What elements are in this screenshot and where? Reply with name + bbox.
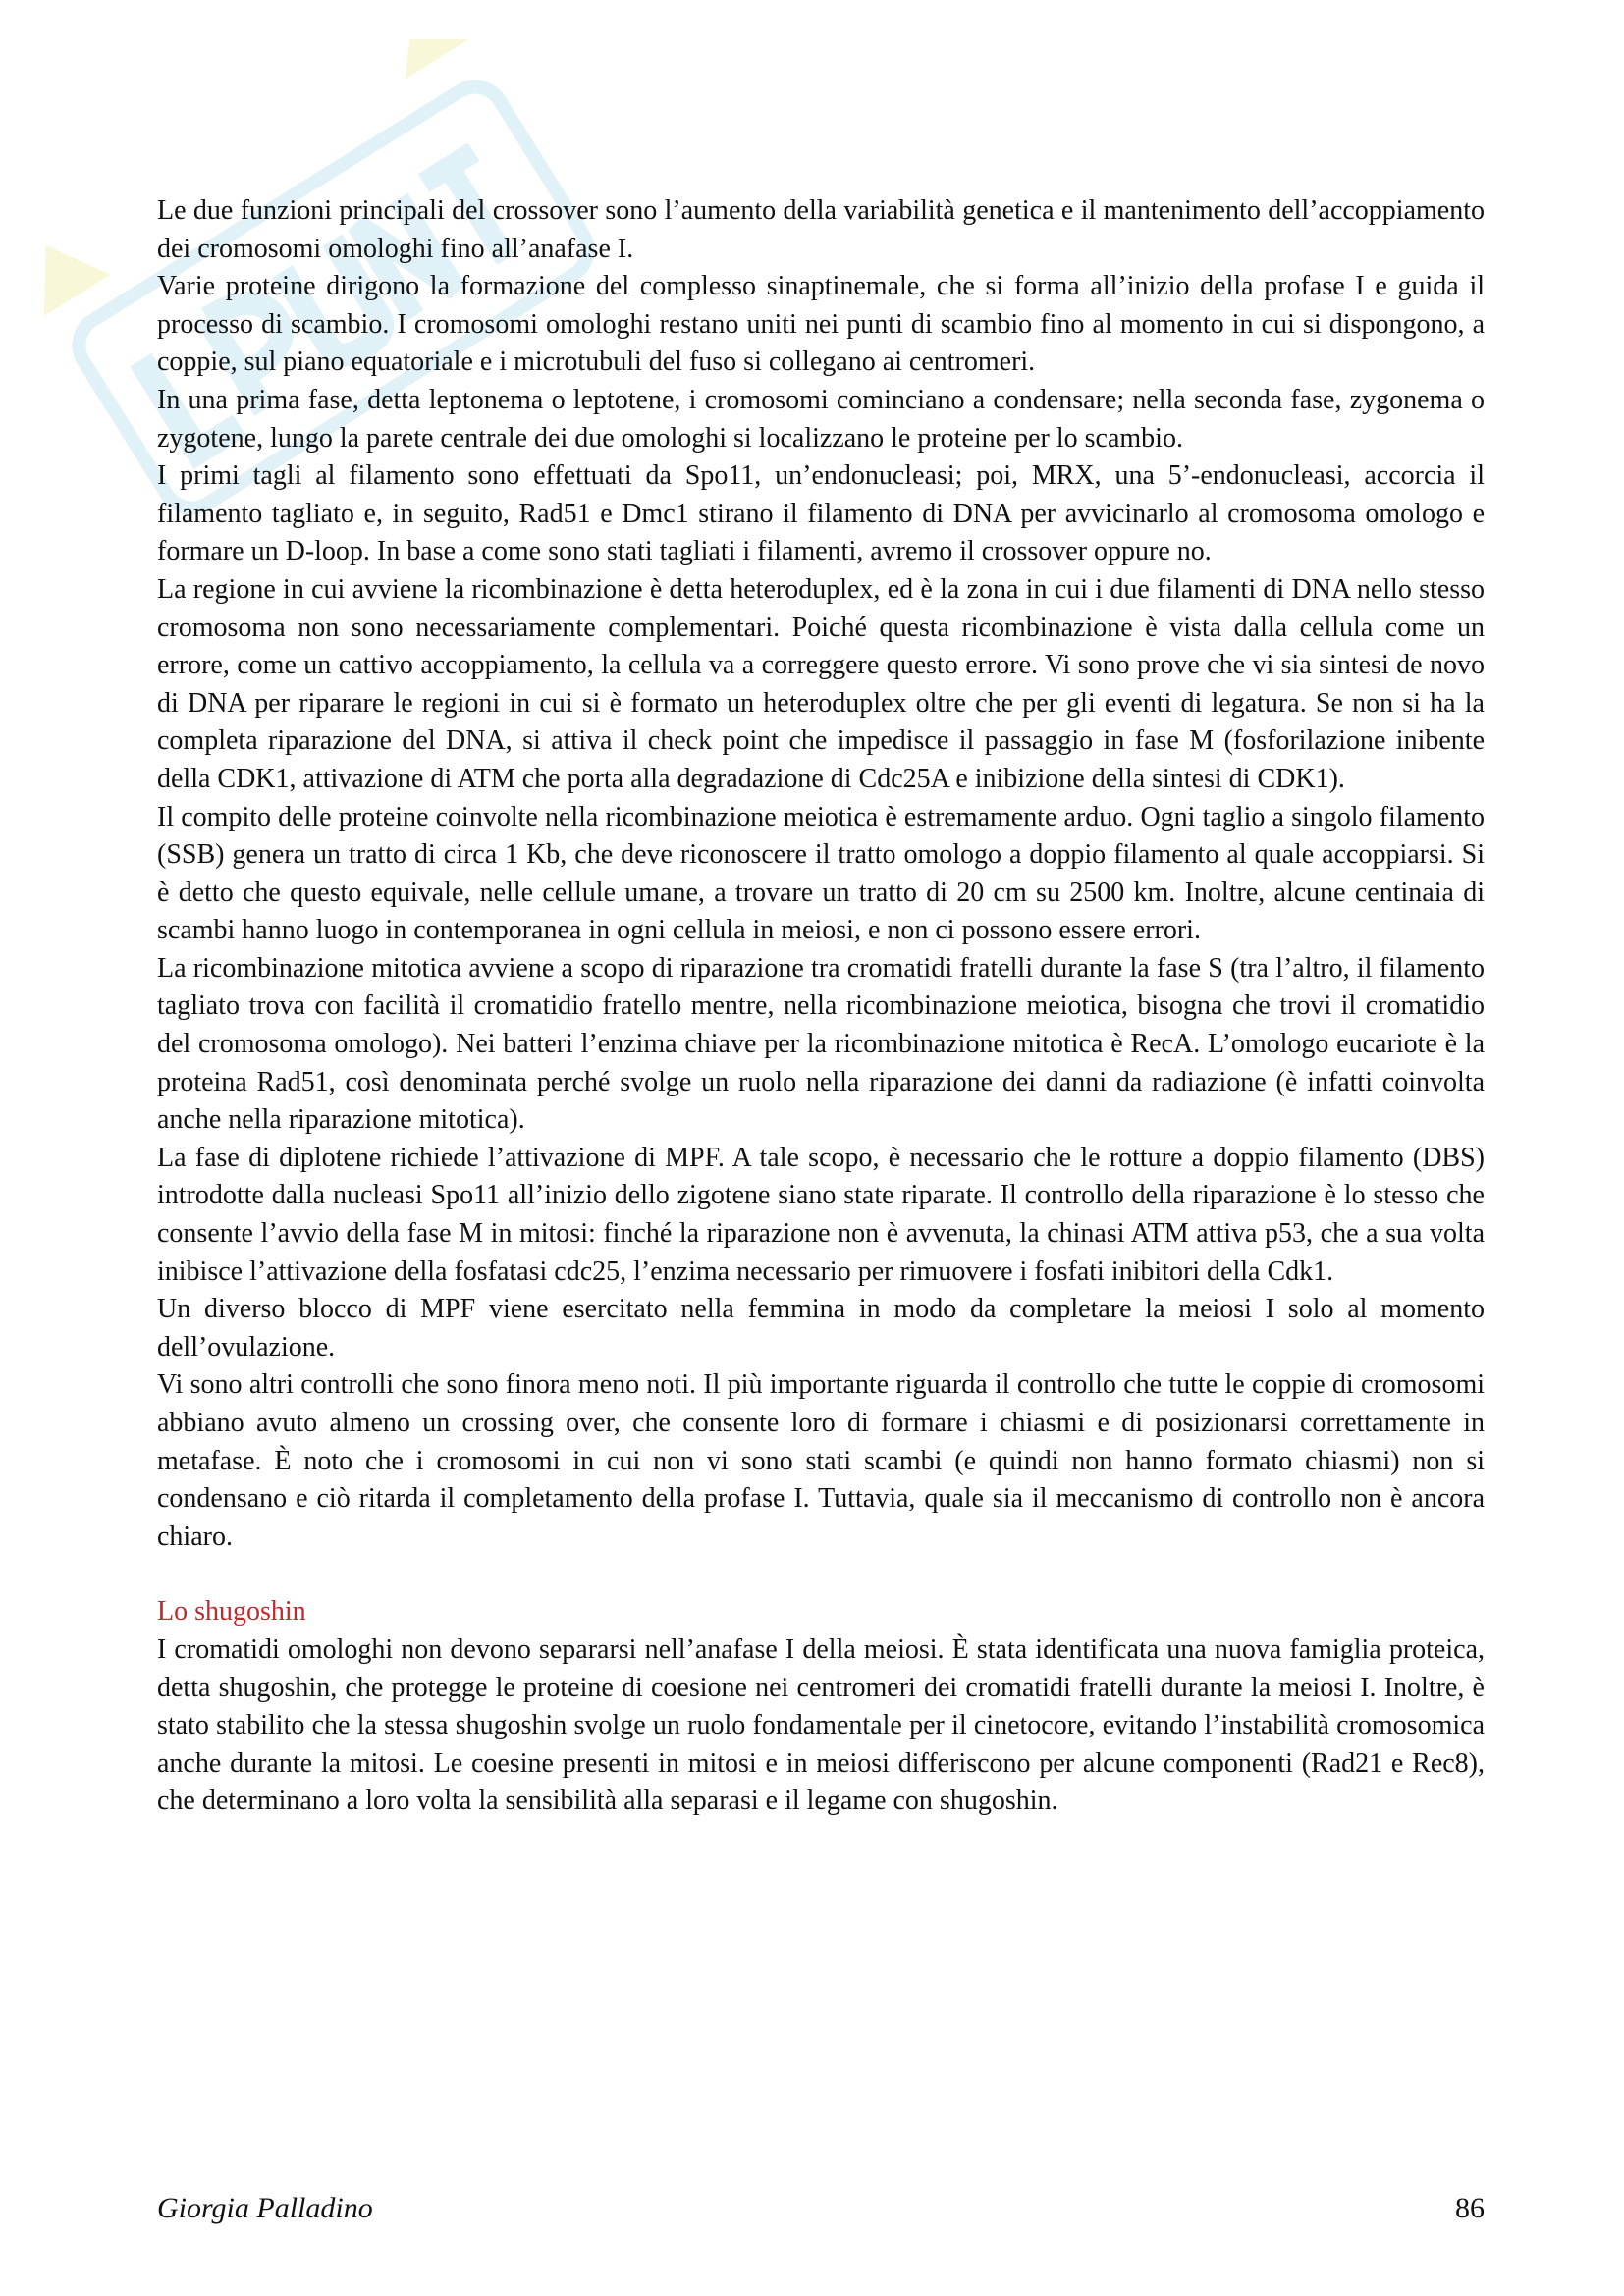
section-heading: Lo shugoshin [157,1596,306,1628]
paragraph: Il compito delle proteine coinvolte nella ricombinazione meiotica è estremamente arduo. Ogni taglio a singolo filamento (SSB) genera un tratto di circa 1 Kb, che deve riconoscere il tratto omologo a doppio filamento al quale accoppiarsi. Si è detto che questo equivale, nelle cellule umane, a trovare un tratto di 20 cm su 2500 km. Inoltre, alcune centinaia di scambi hanno luogo in contemporanea in ogni cellula in meiosi, e non ci possono essere errori. [157,801,1485,946]
paragraph: Le due funzioni principali del crossover sono l’aumento della variabilità genetica e il mantenimento dell’accoppiamento dei cromosomi omologhi fino all’anafase I. [157,195,1485,264]
page-number: 86 [1455,2192,1485,2224]
paragraph: La fase di diplotene richiede l’attivazione di MPF. A tale scopo, è necessario che le rotture a doppio filamento (DBS) introdotte dalla nucleasi Spo11 all’inizio dello zigotene siano state riparate. Il controllo della riparazione è lo stesso che consente l’avvio della fase M in mitosi: finché la riparazione non è avvenuta, la chinasi ATM attiva p53, che a sua volta inibisce l’attivazione della fosfatasi cdc25, l’enzima necessario per rimuovere i fosfati inibitori della Cdk1. [157,1142,1485,1287]
paragraph: In una prima fase, detta leptonema o leptotene, i cromosomi cominciano a condensare; nella seconda fase, zygonema o zygotene, lungo la parete centrale dei due omologhi si localizzano le proteine per lo scambio. [157,384,1485,454]
paragraph: I primi tagli al filamento sono effettuati da Spo11, un’endonucleasi; poi, MRX, una 5’-endonucleasi, accorcia il filamento tagliato e, in seguito, Rad51 e Dmc1 stirano il filamento di DNA per avvicinarlo al cromosoma omologo e formare un D-loop. In base a come sono stati tagliati i filamenti, avremo il crossover oppure no. [157,460,1485,567]
paragraph: I cromatidi omologhi non devono separarsi nell’anafase I della meiosi. È stata identificata una nuova famiglia proteica, detta shugoshin, che protegge le proteine di coesione nei centromeri dei cromatidi fratelli durante la meiosi I. Inoltre, è stato stabilito che la stessa shugoshin svolge un ruolo fondamentale per il cinetocore, evitando l’instabilità cromosomica anche durante la mitosi. Le coesine presenti in mitosi e in meiosi differiscono per alcune componenti (Rad21 e Rec8), che determinano a loro volta la sensibilità alla separasi e il legame con shugoshin. [157,1633,1485,1817]
paragraph: Un diverso blocco di MPF viene esercitato nella femmina in modo da completare la meiosi I solo al momento dell’ovulazione. [157,1294,1485,1362]
footer-author: Giorgia Palladino [157,2192,373,2224]
paragraph: Vi sono altri controlli che sono finora meno noti. Il più importante riguarda il controllo che tutte le coppie di cromosomi abbiano avuto almeno un crossing over, che consente loro di formare i chiasmi e di posizionarsi correttamente in metafase. È noto che i cromosomi in cui non vi sono stati scambi (e quindi non hanno formato chiasmi) non si condensano e ciò ritarda il completamento della profase I. Tuttavia, quale sia il meccanismo di controllo non è ancora chiaro. [157,1369,1485,1552]
paragraph: Varie proteine dirigono la formazione del complesso sinaptinemale, che si forma all’inizio della profase I e guida il processo di scambio. I cromosomi omologhi restano uniti nei punti di scambio fino al momento in cui si dispongono, a coppie, sul piano equatoriale e i microtubuli del fuso si collegano ai centromeri. [157,271,1485,378]
paragraph: La ricombinazione mitotica avviene a scopo di riparazione tra cromatidi fratelli durante la fase S (tra l’altro, il filamento tagliato trova con facilità il cromatidio fratello mentre, nella ricombinazione meiotica, bisogna che trovi il cromatidio del cromosoma omologo). Nei batteri l’enzima chiave per la ricombinazione mitotica è RecA. L’omologo eucariote è la proteina Rad51, così denominata perché svolge un ruolo nella riparazione dei danni da radiazione (è infatti coinvolta anche nella riparazione mitotica). [157,952,1485,1136]
paragraph: La regione in cui avviene la ricombinazione è detta heteroduplex, ed è la zona in cui i due filamenti di DNA nello stesso cromosoma non sono necessariamente complementari. Poiché questa ricombinazione è vista dalla cellula come un errore, come un cattivo accoppiamento, la cellula va a correggere questo errore. Vi sono prove che vi sia sintesi de novo di DNA per riparare le regioni in cui si è formato un heteroduplex oltre che per gli eventi di legatura. Se non si ha la completa riparazione del DNA, si attiva il check point che impedisce il passaggio in fase M (fosforilazione inibente della CDK1, attivazione di ATM che porta alla degradazione di Cdc25A e inibizione della sintesi di CDK1). [157,573,1485,794]
document-body [157,192,1485,1821]
